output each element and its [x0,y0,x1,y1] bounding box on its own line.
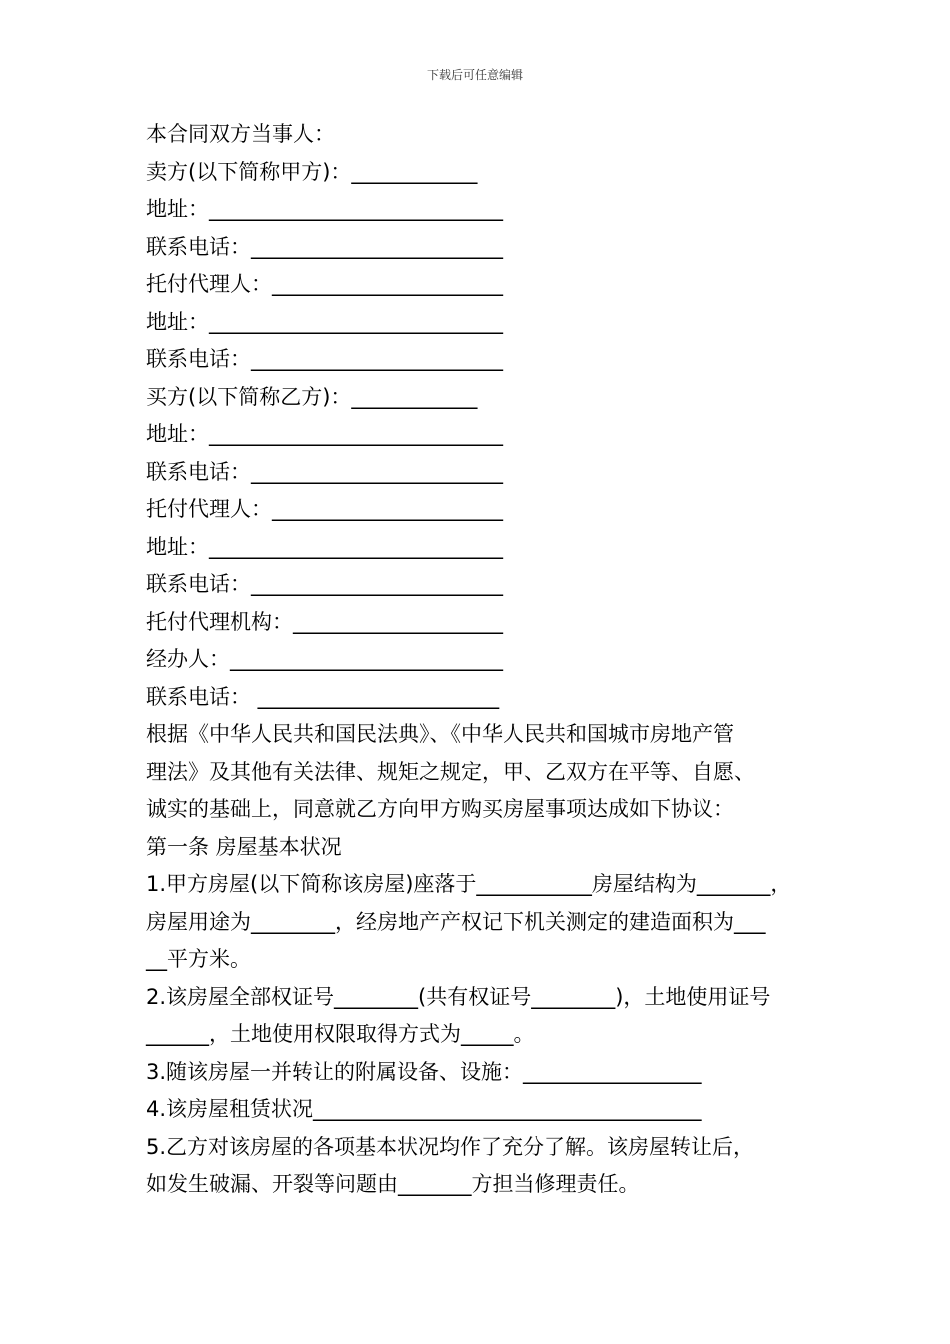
text-line: 地址：____________________________ [146,422,503,446]
text-line: 联系电话：________________________ [146,347,503,371]
page-header: 下载后可任意编辑 [426,68,523,82]
text-line: 地址：____________________________ [146,197,503,221]
text-line: 联系电话：________________________ [146,234,503,259]
text-line: 地址：____________________________ [146,309,503,334]
text-line: 买方(以下简称乙方)：____________ [146,384,478,409]
text-line: 如发生破漏、开裂等问题由_______方担当修理责任。 [146,1172,640,1196]
text-line: ______，土地使用权限取得方式为_____。 [146,1022,535,1046]
text-line: 诚实的基础上，同意就乙方向甲方购买房屋事项达成如下协议： [146,797,734,821]
text-line: 联系电话：________________________ [146,459,503,484]
text-line: 根据《中华人民共和国民法典》、《中华人民共和国城市房地产管 [146,722,734,746]
text-line: 地址：____________________________ [146,534,503,559]
text-line: 1.甲方房屋(以下简称该房屋)座落于___________房屋结构为_______， [146,872,792,896]
text-line: __平方米。 [146,947,251,971]
text-line: 卖方(以下简称甲方)：____________ [146,159,478,184]
text-line: 房屋用途为________，经房地产产权记下机关测定的建造面积为___ [146,909,766,934]
text-line: 托付代理人：______________________ [146,497,503,521]
text-line: 5.乙方对该房屋的各项基本状况均作了充分了解。该房屋转让后， [146,1134,755,1159]
text-line: 4.该房屋租赁状况_____________________________________ [146,1097,702,1121]
section-heading: 第一条 房屋基本状况 [146,834,342,859]
text-line: 托付代理机构：____________________ [146,609,503,634]
text-line: 理法》及其他有关法律、规矩之规定，甲、乙双方在平等、自愿、 [146,759,755,784]
text-line: 2.该房屋全部权证号________(共有权证号________)，土地使用证号 [146,984,771,1009]
text-line: 3.随该房屋一并转让的附属设备、设施：_________________ [146,1059,702,1084]
text-line: 联系电话： _______________________ [146,684,500,709]
text-line: 托付代理人：______________________ [146,272,503,296]
text-line: 本合同双方当事人： [146,122,335,146]
contract-body [146,116,814,1204]
text-line: 联系电话：________________________ [146,572,503,596]
text-line: 经办人：__________________________ [146,647,503,671]
